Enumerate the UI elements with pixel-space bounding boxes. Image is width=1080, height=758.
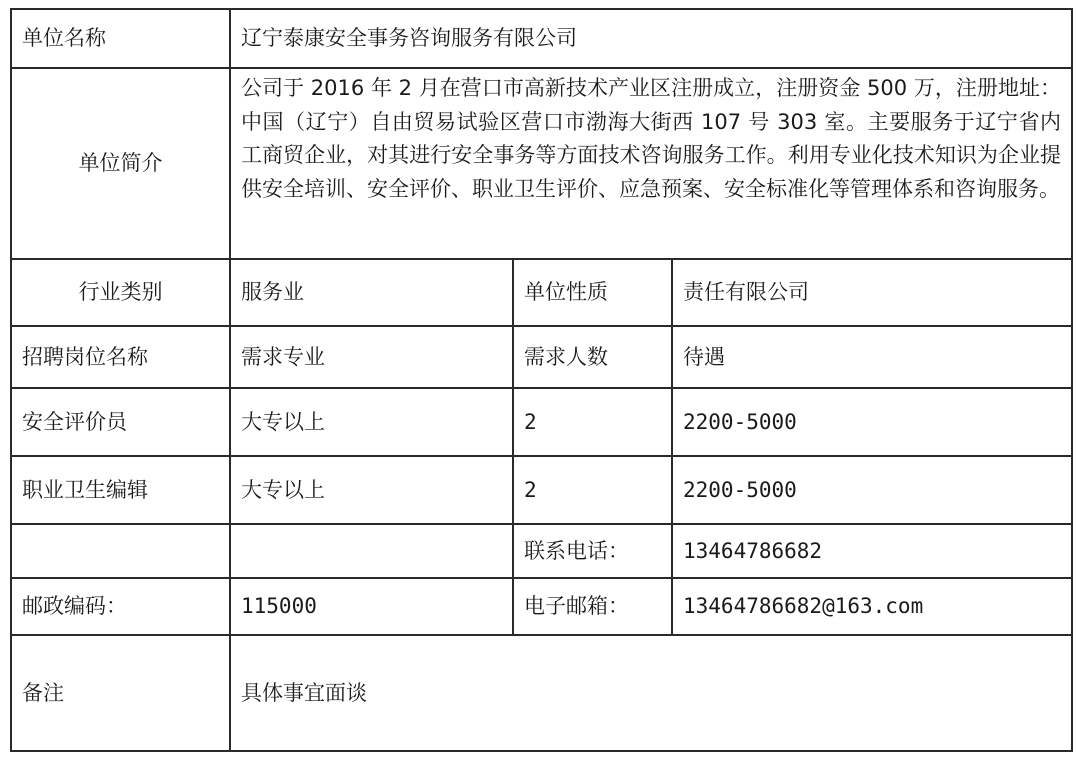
job-major: 大专以上 bbox=[230, 388, 513, 456]
industry-value: 服务业 bbox=[230, 259, 513, 326]
job-row bbox=[11, 456, 1072, 524]
company-intro-text: 公司于 2016 年 2 月在营口市高新技术产业区注册成立，注册资金 500 万，注册地址：中国（辽宁）自由贸易试验区营口市渤海大街西 107 号 303 室。主要服务于辽宁省内工商贸企业，对其进行安全事务等方面技术咨询服务工作。利用专业化技术知识为企业提供安全培训、安全评价、职业卫生评价、应急预案、安全标准化等管理体系和咨询服务。 bbox=[230, 68, 1072, 259]
remarks-value: 具体事宜面谈 bbox=[230, 635, 1072, 751]
job-headcount: 2 bbox=[513, 388, 672, 456]
job-title: 安全评价员 bbox=[11, 388, 230, 456]
job-salary: 2200-5000 bbox=[672, 388, 1072, 456]
postal-code-label: 邮政编码： bbox=[11, 578, 230, 635]
job-major: 大专以上 bbox=[230, 456, 513, 524]
company-intro-label: 单位简介 bbox=[11, 68, 230, 259]
empty-cell bbox=[230, 524, 513, 578]
phone-value: 13464786682 bbox=[672, 524, 1072, 578]
job-title-header: 招聘岗位名称 bbox=[11, 326, 230, 388]
empty-cell bbox=[11, 524, 230, 578]
job-row bbox=[11, 388, 1072, 456]
company-row bbox=[11, 9, 1072, 68]
email-value: 13464786682@163.com bbox=[672, 578, 1072, 635]
postal-email-row bbox=[11, 578, 1072, 635]
phone-label: 联系电话： bbox=[513, 524, 672, 578]
industry-row bbox=[11, 259, 1072, 326]
company-nature-label: 单位性质 bbox=[513, 259, 672, 326]
headcount-header: 需求人数 bbox=[513, 326, 672, 388]
company-name-label: 单位名称 bbox=[11, 9, 230, 68]
company-nature-value: 责任有限公司 bbox=[672, 259, 1072, 326]
salary-header: 待遇 bbox=[672, 326, 1072, 388]
job-headcount: 2 bbox=[513, 456, 672, 524]
major-header: 需求专业 bbox=[230, 326, 513, 388]
job-title: 职业卫生编辑 bbox=[11, 456, 230, 524]
jobs-header-row bbox=[11, 326, 1072, 388]
company-name-value: 辽宁泰康安全事务咨询服务有限公司 bbox=[230, 9, 1072, 68]
industry-label: 行业类别 bbox=[11, 259, 230, 326]
intro-row bbox=[11, 68, 1072, 259]
phone-row bbox=[11, 524, 1072, 578]
postal-code-value: 115000 bbox=[230, 578, 513, 635]
remarks-label: 备注 bbox=[11, 635, 230, 751]
job-salary: 2200-5000 bbox=[672, 456, 1072, 524]
remarks-row bbox=[11, 635, 1072, 751]
email-label: 电子邮箱： bbox=[513, 578, 672, 635]
recruitment-table bbox=[10, 8, 1073, 752]
